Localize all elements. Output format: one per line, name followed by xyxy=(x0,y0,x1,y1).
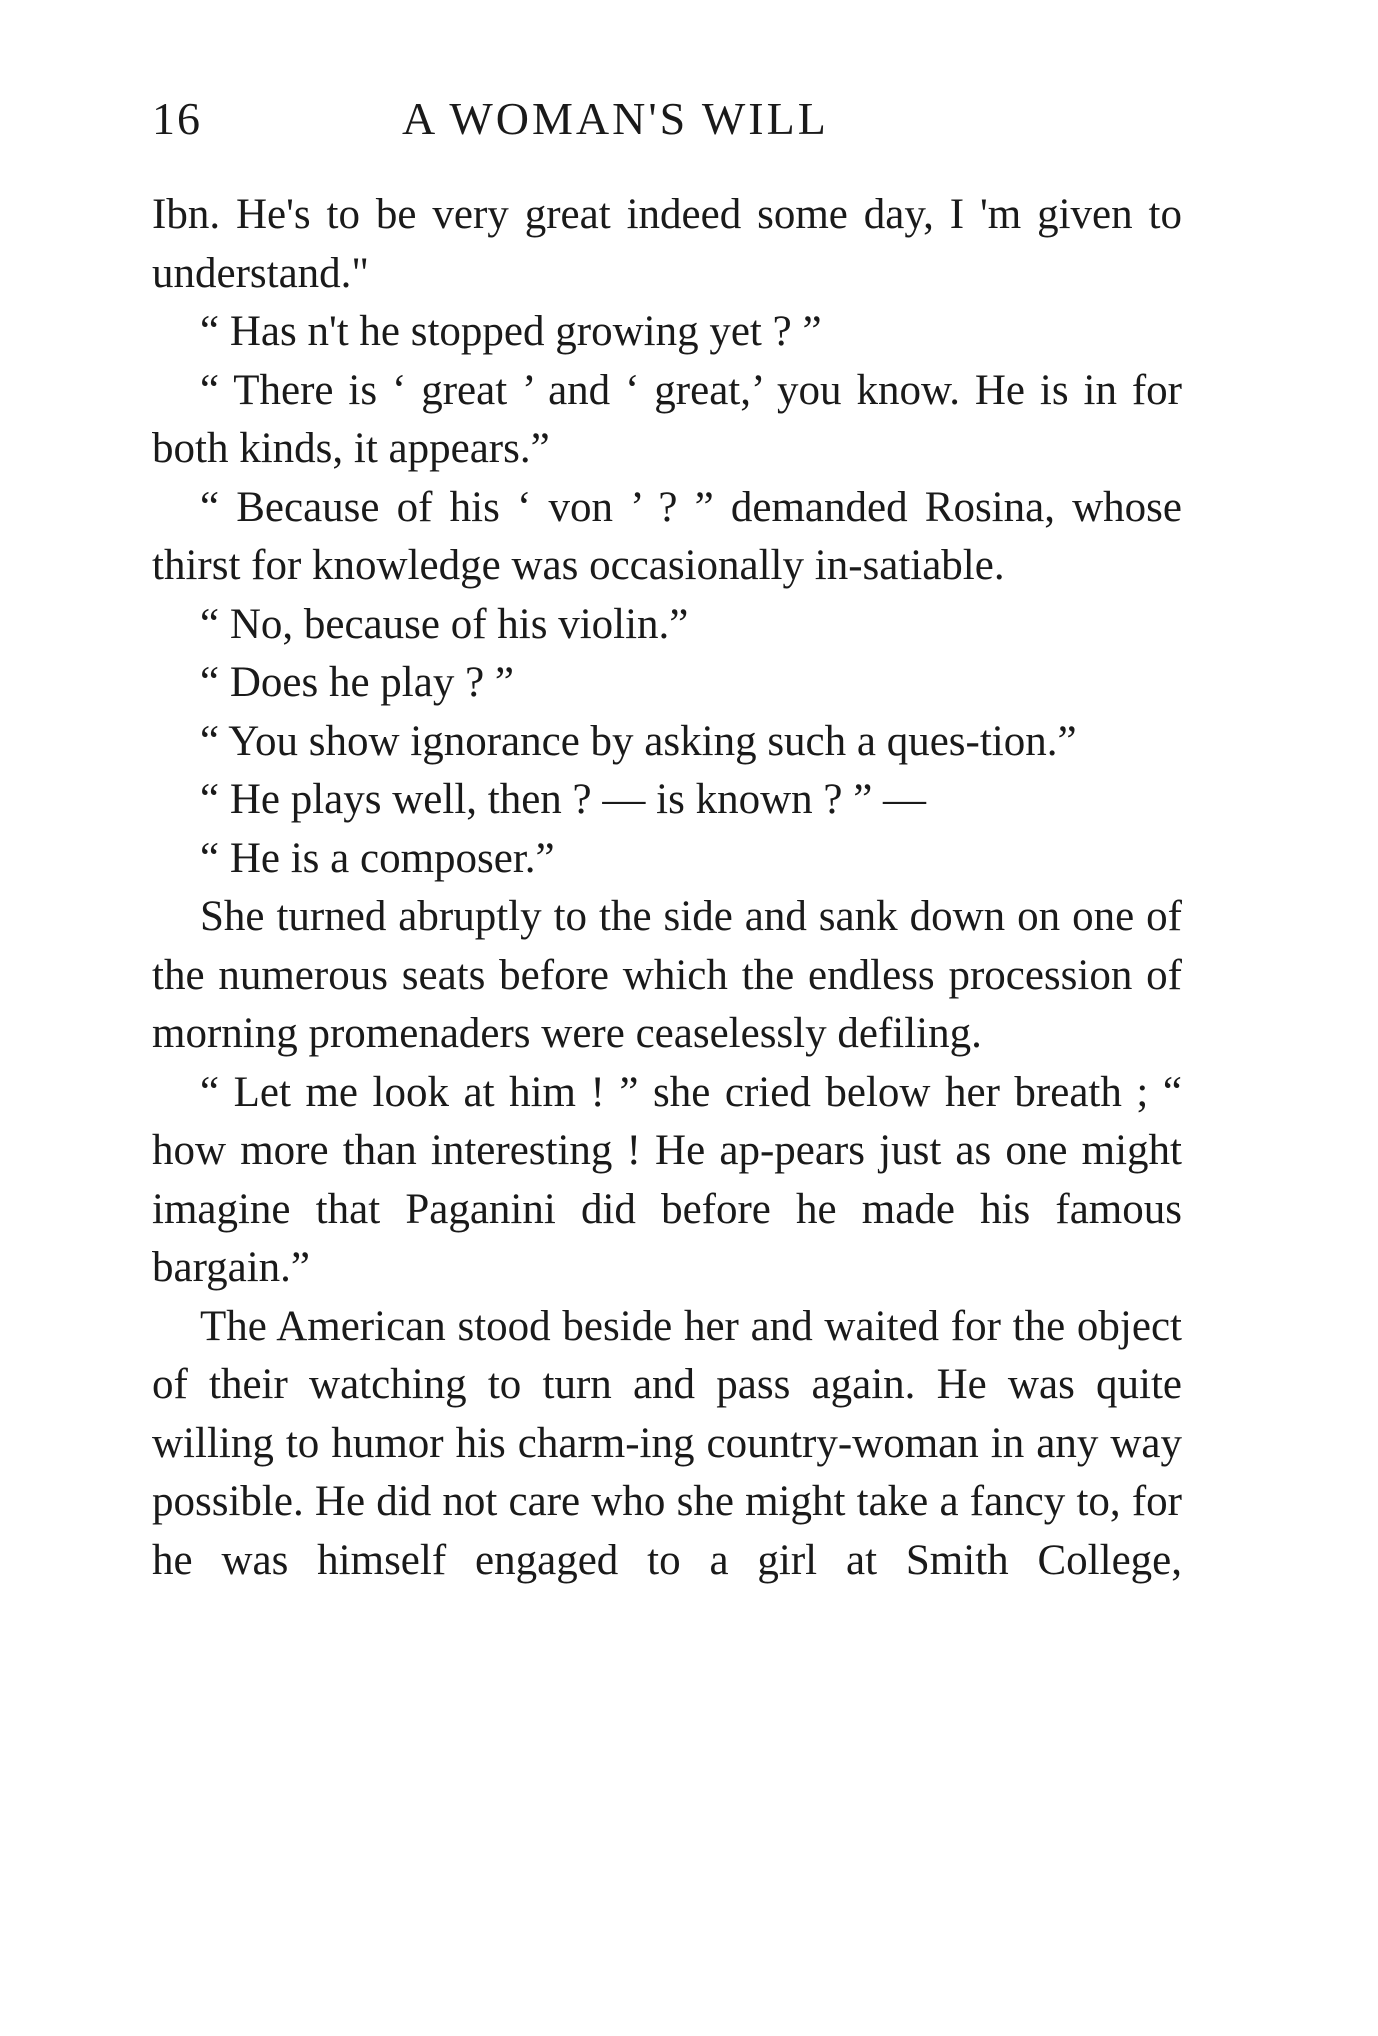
paragraph: “ Let me look at him ! ” she cried below her breath ; “ how more than interesting ! He ap-pears just as one might imagine that Paganini did before he made his famous bargain.” xyxy=(152,1068,1182,1291)
paragraph: “ There is ‘ great ’ and ‘ great,’ you know. He is in for both kinds, it appears.” xyxy=(152,366,1182,472)
paragraph: “ He plays well, then ? — is known ? ” — xyxy=(200,776,927,823)
paragraph: “ Because of his ‘ von ’ ? ” demanded Rosina, whose thirst for knowledge was occasionally in-satiable. xyxy=(152,483,1182,589)
paragraph: “ Does he play ? ” xyxy=(200,659,514,706)
running-head xyxy=(152,92,1212,152)
page-number: 16 xyxy=(152,93,202,144)
paragraph: She turned abruptly to the side and sank down on one of the numerous seats before which the endless procession of morning promenaders were ceaselessly defiling. xyxy=(152,893,1182,1057)
paragraph: The American stood beside her and waited for the object of their watching to turn and pass again. He was quite willing to humor his charm-ing country-woman in any way possible. He did not care who she might take a fancy to, for he was himself engaged to a girl at Smith College, xyxy=(152,1302,1182,1584)
paragraph: “ He is a composer.” xyxy=(200,834,555,882)
paragraph: “ No, because of his violin.” xyxy=(200,600,689,648)
body-text xyxy=(152,186,1182,1590)
running-title: A WOMAN'S WILL xyxy=(402,93,829,144)
paragraph: “ Has n't he stopped growing yet ? ” xyxy=(200,308,822,355)
paragraph: Ibn. He's to be very great indeed some day, I 'm given to understand." xyxy=(152,191,1182,297)
paragraph: “ You show ignorance by asking such a ques-tion.” xyxy=(200,717,1077,765)
